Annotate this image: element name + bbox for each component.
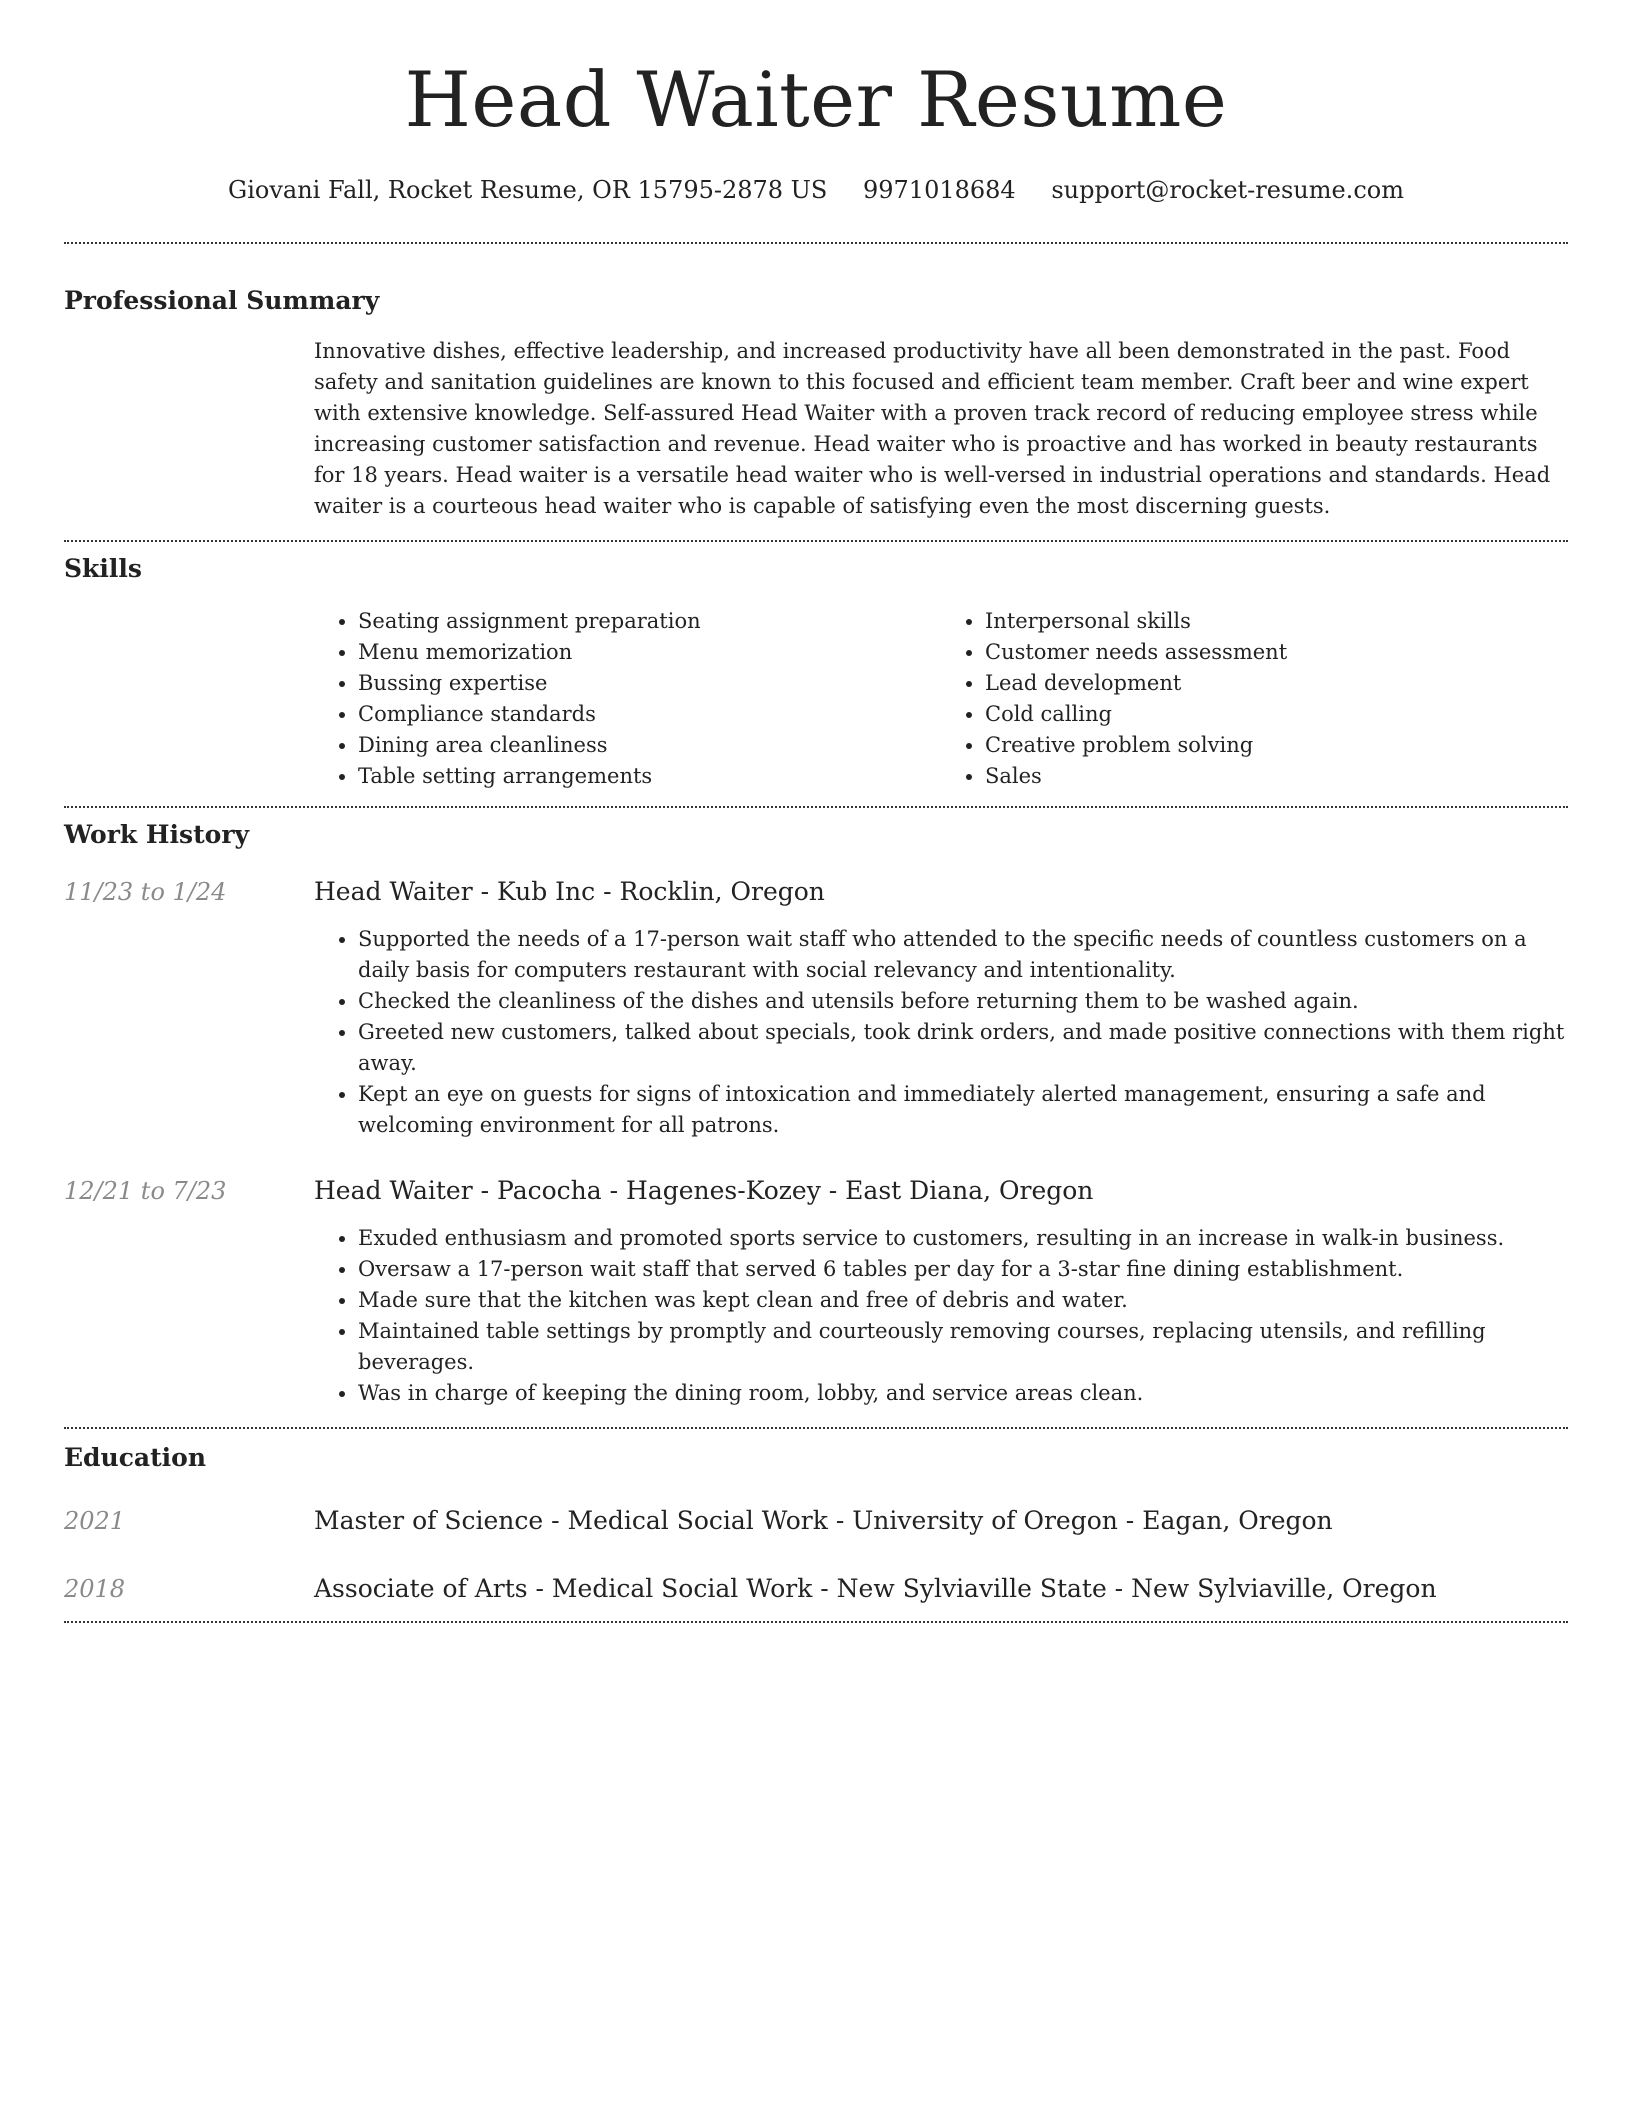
skills-column-1	[314, 606, 941, 792]
resume-title: Head Waiter Resume	[404, 55, 1228, 144]
education-degree: Associate of Arts - Medical Social Work - New Sylviaville State - New Sylviaville, Oregon	[314, 1574, 1437, 1603]
job-bullet: • Made sure that the kitchen was kept clean and free of debris and water.	[358, 1285, 1568, 1316]
job-dates: 12/21 to 7/23	[64, 1177, 227, 1205]
contact-phone: 9971018684	[863, 176, 1016, 204]
contact-address: Giovani Fall, Rocket Resume, OR 15795-2878 US	[228, 176, 828, 204]
job-dates: 11/23 to 1/24	[64, 878, 227, 906]
section-divider	[64, 806, 1568, 808]
skill-item: • Bussing expertise	[358, 668, 941, 699]
skill-item: • Table setting arrangements	[358, 761, 941, 792]
job-bullet: • Greeted new customers, talked about specials, took drink orders, and made positive connections with them right away.	[358, 1017, 1568, 1079]
skills-grid	[314, 606, 1568, 806]
skill-item: • Cold calling	[985, 699, 1568, 730]
job-bullet: • Supported the needs of a 17-person wait staff who attended to the specific needs of countless customers on a daily basis for computers restaurant with social relevancy and intentionality.	[358, 924, 1568, 986]
skills-section	[64, 552, 1568, 806]
education-section	[64, 1441, 1568, 1621]
skill-item: • Interpersonal skills	[985, 606, 1568, 637]
job-entry	[64, 876, 1568, 1141]
work-history-section	[64, 818, 1568, 1427]
education-entry	[64, 1573, 1568, 1605]
skill-item: • Menu memorization	[358, 637, 941, 668]
skill-item: • Lead development	[985, 668, 1568, 699]
skills-heading: Skills	[64, 554, 142, 583]
section-divider	[64, 540, 1568, 542]
summary-text: Innovative dishes, effective leadership, and increased productivity have all been demonstrated in the past. Food safety and sanitation guidelines are known to this focused and efficient team member. Craft beer and wine expert with extensive knowledge. Self-assured Head Waiter with a proven track record of reducing employee stress while increasing customer satisfaction and revenue. Head waiter who is proactive and has worked in beauty restaurants for 18 years. Head waiter is a versatile head waiter who is well-versed in industrial operations and standards. Head waiter is a courteous head waiter who is capable of satisfying even the most discerning guests.	[314, 339, 1551, 518]
summary-heading: Professional Summary	[64, 286, 380, 315]
education-year: 2021	[64, 1507, 126, 1535]
education-year: 2018	[64, 1575, 126, 1603]
job-title: Head Waiter - Kub Inc - Rocklin, Oregon	[314, 877, 825, 906]
job-bullet: • Exuded enthusiasm and promoted sports service to customers, resulting in an increase in walk-in business.	[358, 1223, 1568, 1254]
job-bullets	[314, 924, 1568, 1141]
job-bullet: • Maintained table settings by promptly and courteously removing courses, replacing utensils, and refilling beverages.	[358, 1316, 1568, 1378]
job-bullets	[314, 1223, 1568, 1409]
job-bullet: • Kept an eye on guests for signs of intoxication and immediately alerted management, ensuring a safe and welcoming environment for all patrons.	[358, 1079, 1568, 1141]
job-bullet: • Was in charge of keeping the dining room, lobby, and service areas clean.	[358, 1378, 1568, 1409]
skill-item: • Sales	[985, 761, 1568, 792]
job-entry	[64, 1175, 1568, 1409]
education-degree: Master of Science - Medical Social Work - University of Oregon - Eagan, Oregon	[314, 1506, 1333, 1535]
work-history-heading: Work History	[64, 820, 250, 849]
summary-section	[64, 284, 1568, 540]
skill-item: • Customer needs assessment	[985, 637, 1568, 668]
contact-line	[64, 174, 1568, 206]
education-entry	[64, 1505, 1568, 1537]
section-divider	[64, 1427, 1568, 1429]
job-bullet: • Oversaw a 17-person wait staff that served 6 tables per day for a 3-star fine dining establishment.	[358, 1254, 1568, 1285]
skill-item: • Dining area cleanliness	[358, 730, 941, 761]
job-title: Head Waiter - Pacocha - Hagenes-Kozey - East Diana, Oregon	[314, 1176, 1094, 1205]
skill-item: • Seating assignment preparation	[358, 606, 941, 637]
contact-email[interactable]: support@rocket-resume.com	[1051, 176, 1404, 204]
section-divider	[64, 1621, 1568, 1623]
skill-item: • Creative problem solving	[985, 730, 1568, 761]
section-divider	[64, 242, 1568, 244]
education-heading: Education	[64, 1443, 207, 1472]
skills-column-2	[941, 606, 1568, 792]
skill-item: • Compliance standards	[358, 699, 941, 730]
job-bullet: • Checked the cleanliness of the dishes and utensils before returning them to be washed again.	[358, 986, 1568, 1017]
